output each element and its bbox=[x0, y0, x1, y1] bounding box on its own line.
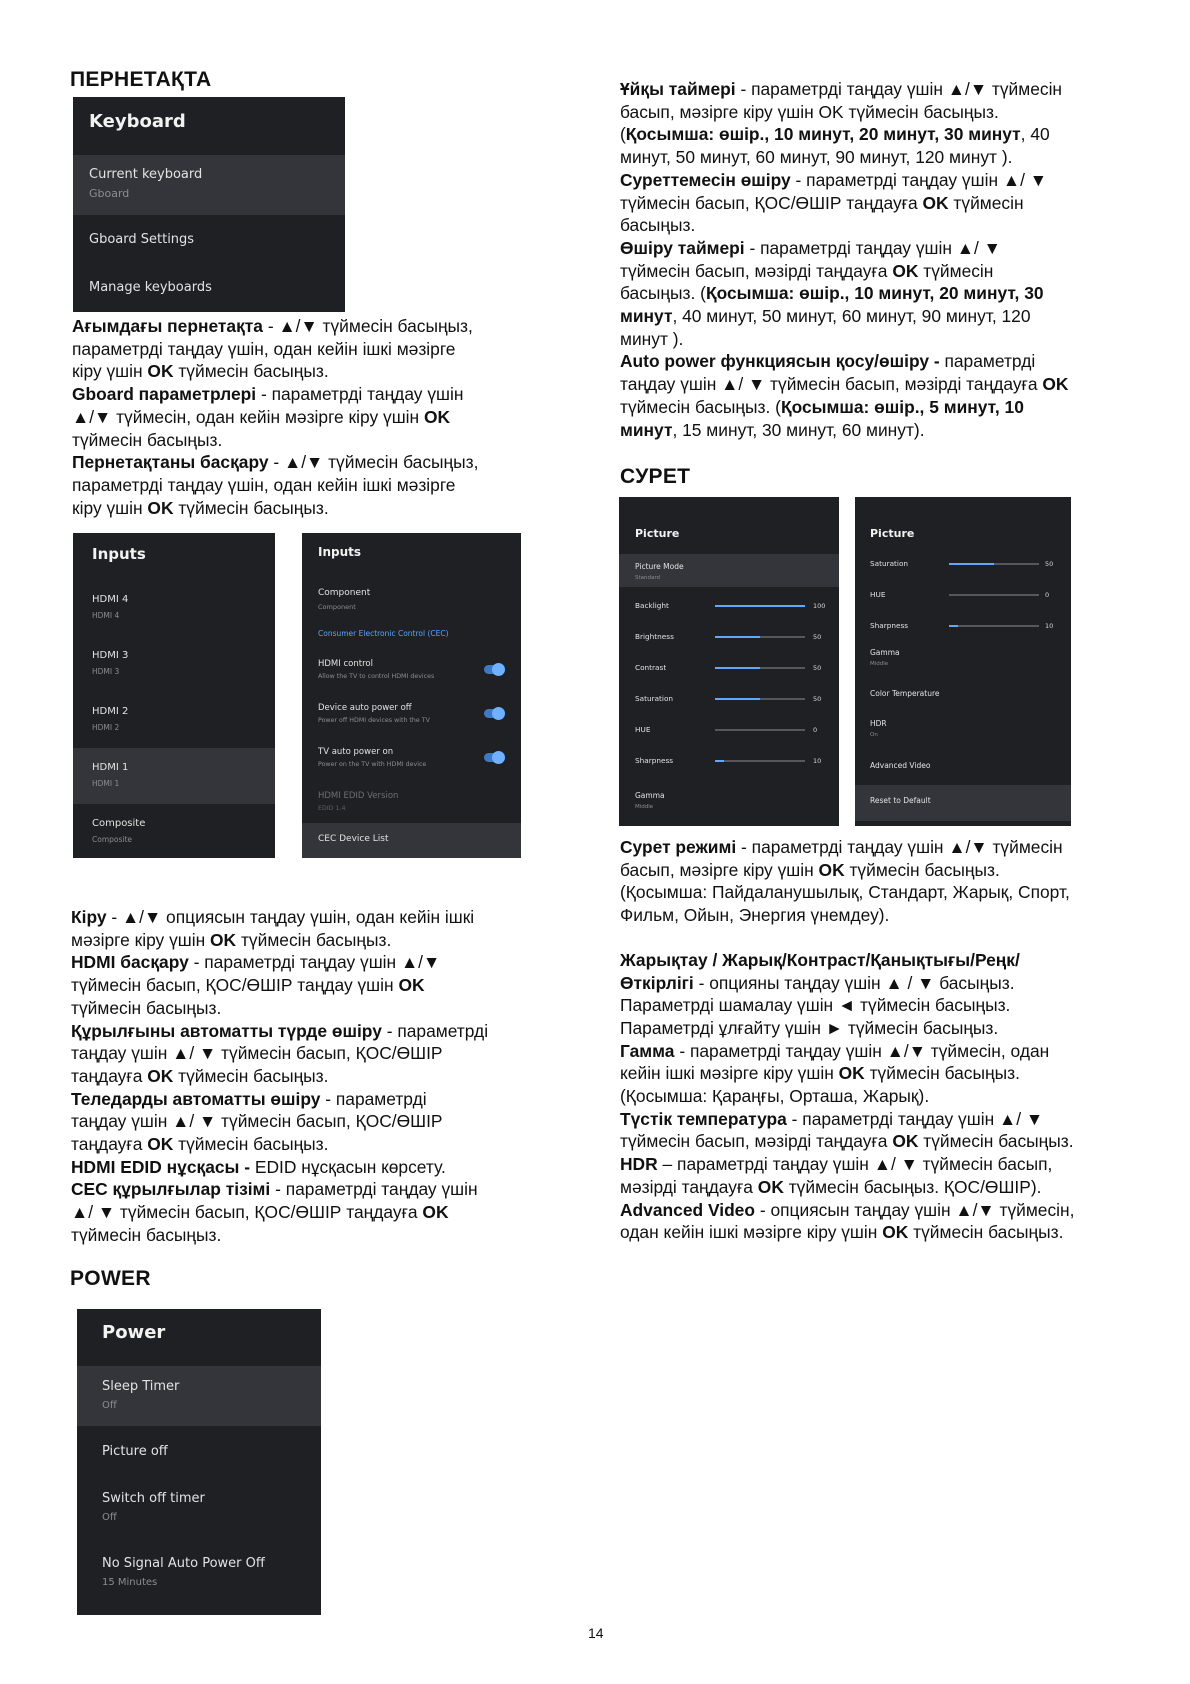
text: - ▲/▼ түймесін басыңыз, bbox=[262, 316, 473, 336]
item-label: HDR bbox=[870, 719, 887, 728]
text: ▲/▼ түймесін, одан кейін мәзірге кіру үшін bbox=[72, 406, 424, 427]
input-item-hdmi4[interactable] bbox=[73, 583, 275, 639]
text: минут ). bbox=[620, 328, 684, 349]
slider-label: Sharpness bbox=[870, 621, 909, 630]
text: мәзірді таңдауға bbox=[620, 1176, 758, 1197]
ok-key: OK bbox=[838, 1063, 865, 1084]
slider-value: 50 bbox=[813, 695, 822, 703]
term: HDR bbox=[620, 1154, 658, 1175]
ok-key: OK bbox=[892, 1131, 919, 1152]
slider-fill bbox=[715, 667, 760, 669]
section-heading-picture: СУРЕТ bbox=[620, 465, 691, 488]
input-label: HDMI 4 bbox=[92, 594, 129, 605]
item-label: HDMI control bbox=[318, 659, 373, 669]
slider-row-sharpness[interactable] bbox=[855, 611, 1071, 642]
term: HDMI басқару bbox=[71, 952, 189, 973]
term: Advanced Video bbox=[620, 1199, 755, 1220]
slider-value: 50 bbox=[813, 633, 822, 641]
picture-menu-panel bbox=[619, 497, 839, 826]
ok-key: OK bbox=[422, 1202, 449, 1223]
ok-key: OK bbox=[423, 406, 451, 427]
item-label: Component bbox=[318, 588, 371, 598]
text: , 40 минут, 50 минут, 60 минут, 90 минут, 120 bbox=[672, 306, 1031, 327]
text: - параметрді таңдау үшін bbox=[256, 384, 464, 405]
keyboard-description bbox=[72, 315, 572, 519]
term-gboard-settings: Gboard параметрлері bbox=[72, 384, 257, 405]
text: , 15 минут, 30 минут, 60 минут). bbox=[672, 419, 925, 440]
text: EDID нұсқасын көрсету. bbox=[250, 1156, 446, 1177]
term: Теледарды автоматты өшіру bbox=[71, 1088, 321, 1109]
text: Параметрді ұлғайту үшін ► түймесін басыңыз. bbox=[620, 1017, 999, 1038]
text: (Қосымша: Қараңғы, Орташа, Жарық). bbox=[620, 1086, 930, 1107]
slider-value: 50 bbox=[1045, 560, 1054, 568]
text: - параметрді таңдау үшін ▲/▼ түймесін, одан bbox=[674, 1040, 1050, 1061]
slider-label: Backlight bbox=[635, 601, 669, 610]
item-sub: Standard bbox=[635, 575, 661, 581]
text: түймесін басыңыз. bbox=[844, 859, 1000, 880]
input-item-composite[interactable] bbox=[73, 804, 275, 858]
text: түймесін басыңыз. bbox=[173, 1065, 329, 1086]
panel-title: Power bbox=[102, 1322, 166, 1343]
slider-fill bbox=[715, 698, 760, 700]
term: Ұйқы таймері bbox=[620, 79, 736, 99]
text: Параметрді шамалау үшін ◄ түймесін басыңыз. bbox=[620, 995, 1011, 1016]
menu-item-current-keyboard[interactable] bbox=[73, 155, 345, 215]
inputs-menu-panel bbox=[73, 533, 275, 858]
item-label: HDMI EDID Version bbox=[318, 791, 399, 801]
item-label: Gamma bbox=[870, 648, 900, 657]
text: таңдауға bbox=[71, 1065, 148, 1086]
text: түймесін bbox=[948, 192, 1024, 213]
panel-title: Picture bbox=[870, 527, 915, 540]
ok-key: OK bbox=[147, 497, 174, 518]
slider-row-hue[interactable] bbox=[855, 580, 1071, 611]
menu-item-picture-off[interactable] bbox=[77, 1431, 321, 1475]
item-label: Device auto power off bbox=[318, 703, 412, 713]
picture-mode-row[interactable] bbox=[619, 554, 839, 587]
term: Auto power функциясын қосу/өшіру - bbox=[620, 351, 940, 372]
text: - параметрді таңдау үшін bbox=[270, 1179, 478, 1200]
slider-row-hue[interactable] bbox=[619, 715, 839, 746]
slider-track[interactable] bbox=[715, 636, 805, 638]
slider-row-brightness[interactable] bbox=[619, 622, 839, 653]
ok-key: OK bbox=[757, 1176, 784, 1197]
item-sub: Component bbox=[318, 603, 356, 611]
slider-track[interactable] bbox=[715, 729, 805, 731]
item-label: Gamma bbox=[635, 791, 665, 800]
hdmi-control-row[interactable] bbox=[302, 655, 521, 693]
text: - параметрді bbox=[381, 1020, 489, 1041]
item-sub: Power off HDMI devices with the TV bbox=[318, 717, 430, 724]
page-number: 14 bbox=[588, 1625, 604, 1641]
panel-title: Inputs bbox=[92, 545, 146, 563]
item-sub: Power on the TV with HDMI device bbox=[318, 761, 427, 768]
ok-key: OK bbox=[818, 859, 845, 880]
input-sub: HDMI 2 bbox=[92, 723, 120, 732]
text: - ▲/▼ түймесін басыңыз, bbox=[268, 452, 479, 473]
device-auto-off-toggle[interactable] bbox=[484, 709, 504, 718]
text: таңдау үшін ▲/ ▼ түймесін басып, ҚОС/ӨШІР bbox=[71, 1111, 443, 1132]
text: түймесін басыңыз. ҚОС/ӨШІР). bbox=[783, 1176, 1042, 1197]
slider-label: Sharpness bbox=[635, 756, 674, 765]
text: түймесін басыңыз. bbox=[71, 997, 222, 1018]
text: түймесін басып, ҚОС/ӨШІР таңдау үшін bbox=[71, 975, 399, 996]
hdr-row[interactable] bbox=[855, 715, 1071, 751]
text: - параметрді bbox=[320, 1088, 427, 1109]
text: ( bbox=[620, 124, 626, 145]
ok-key: OK bbox=[210, 929, 237, 950]
text: - параметрді таңдау үшін ▲/▼ түймесін bbox=[735, 79, 1063, 99]
ok-key: OK bbox=[882, 1222, 909, 1243]
slider-value: 100 bbox=[813, 602, 826, 610]
item-sub: On bbox=[870, 732, 878, 738]
text: түймесін басып, ҚОС/ӨШІР таңдауға bbox=[620, 192, 923, 213]
gamma-row[interactable] bbox=[619, 787, 839, 823]
device-auto-off-row[interactable] bbox=[302, 699, 521, 737]
menu-item-label: Picture off bbox=[102, 1444, 168, 1459]
ok-key: OK bbox=[147, 1065, 174, 1086]
item-label: TV auto power on bbox=[318, 747, 394, 757]
menu-item-label: Sleep Timer bbox=[102, 1379, 180, 1394]
text: - параметрді таңдау үшін ▲/ ▼ bbox=[744, 237, 1001, 258]
menu-item-sleep-timer[interactable] bbox=[77, 1366, 321, 1426]
picture-menu-panel-scrolled bbox=[855, 497, 1071, 826]
text: кейін ішкі мәзірге кіру үшін bbox=[620, 1063, 839, 1084]
term: Өткірлігі bbox=[620, 972, 694, 993]
slider-label: Saturation bbox=[870, 559, 909, 568]
text: параметрді таңдау үшін, одан кейін ішкі мәзірге bbox=[72, 338, 456, 359]
ok-key: OK bbox=[147, 361, 174, 382]
options: Қосымша: өшір., 5 минут, 10 bbox=[780, 396, 1024, 417]
input-sub: HDMI 1 bbox=[92, 779, 120, 788]
options: Қосымша: өшір., 10 минут, 20 минут, 30 bbox=[705, 283, 1044, 304]
ok-key: OK bbox=[892, 260, 919, 281]
slider-fill bbox=[949, 563, 994, 565]
power-menu-panel bbox=[77, 1309, 321, 1615]
section-heading-power: POWER bbox=[70, 1267, 151, 1290]
term-manage-keyboards: Пернетақтаны басқару bbox=[72, 452, 269, 473]
item-sub: Allow the TV to control HDMI devices bbox=[318, 673, 435, 680]
menu-item-manage-keyboards[interactable] bbox=[73, 267, 345, 311]
gamma-row[interactable] bbox=[855, 644, 1071, 678]
ok-key: OK bbox=[398, 975, 425, 996]
text: (Қосымша: Пайдаланушылық, Стандарт, Жарық, Спорт, bbox=[620, 882, 1070, 903]
slider-track[interactable] bbox=[949, 594, 1039, 596]
text: түймесін басыңыз. bbox=[918, 1131, 1074, 1152]
input-label: Composite bbox=[92, 818, 146, 829]
menu-item-gboard-settings[interactable] bbox=[73, 219, 345, 263]
text: басыңыз. ( bbox=[620, 283, 706, 304]
advanced-video-row[interactable] bbox=[855, 752, 1071, 782]
reset-to-default-row[interactable] bbox=[855, 785, 1071, 821]
text: , 40 bbox=[1020, 124, 1050, 145]
item-label: Reset to Default bbox=[870, 796, 931, 805]
text: түймесін басып, мәзірді таңдауға bbox=[620, 260, 893, 281]
ok-key: OK bbox=[1042, 374, 1069, 395]
input-sub: Composite bbox=[92, 835, 133, 844]
slider-fill bbox=[715, 605, 805, 607]
slider-fill bbox=[949, 625, 958, 627]
slider-value: 0 bbox=[813, 726, 818, 734]
item-label: Picture Mode bbox=[635, 562, 684, 571]
text: кіру үшін bbox=[72, 361, 148, 382]
menu-item-value: 15 Minutes bbox=[102, 1577, 158, 1588]
hdmi-control-toggle[interactable] bbox=[484, 665, 504, 674]
panel-title: Keyboard bbox=[89, 111, 186, 132]
text: басыңыз. bbox=[620, 215, 696, 236]
slider-track[interactable] bbox=[715, 605, 805, 607]
text: таңдау үшін ▲/ ▼ түймесін басып, ҚОС/ӨШІР bbox=[71, 1043, 443, 1064]
text: - параметрді таңдау үшін ▲/▼ bbox=[188, 952, 441, 973]
panel-title: Picture bbox=[635, 527, 680, 540]
text: одан кейін ішкі мәзірге кіру үшін bbox=[620, 1222, 883, 1243]
cec-section-header: Consumer Electronic Control (CEC) bbox=[318, 629, 449, 638]
menu-item-label: Current keyboard bbox=[89, 167, 203, 182]
text: - параметрді таңдау үшін ▲/▼ түймесін bbox=[736, 837, 1063, 857]
text: ▲/ ▼ түймесін басып, ҚОС/ӨШІР таңдауға bbox=[71, 1202, 423, 1223]
text: - опциясын таңдау үшін ▲/▼ түймесін, bbox=[754, 1199, 1075, 1220]
slider-track[interactable] bbox=[715, 760, 805, 762]
input-sub: HDMI 3 bbox=[92, 667, 120, 676]
text: - параметрді таңдау үшін ▲/ ▼ bbox=[786, 1108, 1044, 1129]
options: Қосымша: өшір., 10 минут, 20 минут, 30 минут bbox=[625, 124, 1021, 145]
text: басып, мәзірге кіру үшін bbox=[620, 859, 819, 880]
item-label: Color Temperature bbox=[870, 689, 940, 698]
text: кіру үшін bbox=[72, 497, 148, 518]
text: түймесін басыңыз. bbox=[173, 497, 329, 518]
text: түймесін басыңыз. bbox=[72, 429, 223, 450]
text: параметрді таңдау үшін, одан кейін ішкі мәзірге bbox=[72, 474, 456, 495]
slider-fill bbox=[715, 760, 724, 762]
slider-label: Saturation bbox=[635, 694, 674, 703]
panel-title: Inputs bbox=[318, 545, 362, 559]
slider-value: 10 bbox=[813, 757, 822, 765]
cec-device-list-row[interactable] bbox=[302, 823, 521, 858]
term: Жарықтау / Жарық/Контраст/Қанықтығы/Реңк/ bbox=[620, 949, 1020, 970]
section-heading-keyboard: ПЕРНЕТАҚТА bbox=[70, 68, 212, 91]
text: Фильм, Ойын, Энергия үнемдеу). bbox=[620, 905, 890, 926]
text: түймесін басыңыз. bbox=[908, 1222, 1064, 1243]
term: Кіру bbox=[71, 907, 107, 927]
term: Құрылғыны автоматты түрде өшіру bbox=[71, 1020, 382, 1041]
slider-value: 50 bbox=[813, 664, 822, 672]
text: – параметрді таңдау үшін ▲/ ▼ түймесін басып, bbox=[657, 1154, 1053, 1175]
options: минут bbox=[620, 306, 673, 327]
term: HDMI EDID нұсқасы - bbox=[71, 1156, 251, 1177]
text: таңдау үшін ▲/ ▼ түймесін басып, мәзірді таңдауға bbox=[620, 374, 1043, 395]
term: Сурет режимі bbox=[620, 837, 737, 857]
menu-item-value: Off bbox=[102, 1400, 117, 1411]
input-sub: HDMI 4 bbox=[92, 611, 120, 620]
input-item-hdmi3[interactable] bbox=[73, 639, 275, 695]
inputs-description bbox=[71, 906, 571, 1247]
slider-label: HUE bbox=[870, 590, 886, 599]
text: параметрді bbox=[939, 351, 1036, 372]
tv-auto-on-row[interactable] bbox=[302, 743, 521, 781]
item-sub: EDID 1.4 bbox=[318, 805, 346, 812]
term-current-keyboard: Ағымдағы пернетақта bbox=[72, 316, 263, 336]
input-label: HDMI 3 bbox=[92, 650, 129, 661]
slider-fill bbox=[715, 636, 760, 638]
menu-item-label: Gboard Settings bbox=[89, 232, 195, 247]
text: түймесін басыңыз. ( bbox=[620, 396, 781, 417]
text: - параметрді таңдау үшін ▲/ ▼ bbox=[790, 169, 1047, 190]
slider-value: 0 bbox=[1045, 591, 1050, 599]
edid-version-row bbox=[302, 787, 521, 821]
menu-item-value: Gboard bbox=[89, 187, 130, 200]
options: минут bbox=[620, 419, 673, 440]
item-sub: Middle bbox=[635, 804, 654, 810]
item-label: Advanced Video bbox=[870, 761, 931, 770]
input-label: HDMI 1 bbox=[92, 762, 129, 773]
input-label: HDMI 2 bbox=[92, 706, 129, 717]
slider-row-saturation[interactable] bbox=[855, 549, 1071, 580]
text: - опцияны таңдау үшін ▲ / ▼ басыңыз. bbox=[693, 972, 1015, 993]
slider-row-saturation[interactable] bbox=[619, 684, 839, 715]
menu-item-no-signal-auto-off[interactable] bbox=[77, 1549, 321, 1605]
text: түймесін басыңыз. bbox=[173, 1134, 329, 1155]
item-label: CEC Device List bbox=[318, 834, 389, 844]
term: Гамма bbox=[620, 1040, 675, 1061]
text: түймесін басыңыз. bbox=[236, 929, 392, 950]
slider-label: Brightness bbox=[635, 632, 674, 641]
menu-item-label: Switch off timer bbox=[102, 1491, 205, 1506]
slider-value: 10 bbox=[1045, 622, 1054, 630]
color-temperature-row[interactable] bbox=[855, 680, 1071, 710]
text: мәзірге кіру үшін bbox=[71, 929, 211, 950]
text: түймесін bbox=[918, 260, 994, 281]
text: түймесін басыңыз. bbox=[71, 1224, 222, 1245]
term: Түстік температура bbox=[620, 1108, 787, 1129]
input-item-hdmi2[interactable] bbox=[73, 695, 275, 751]
term: Өшіру таймері bbox=[620, 237, 745, 258]
term: CEC құрылғылар тізімі bbox=[71, 1179, 271, 1200]
item-sub: Middle bbox=[870, 661, 889, 667]
text: таңдауға bbox=[71, 1134, 148, 1155]
input-item-hdmi1[interactable] bbox=[73, 748, 275, 804]
slider-track[interactable] bbox=[715, 667, 805, 669]
slider-row-sharpness[interactable] bbox=[619, 746, 839, 777]
picture-description bbox=[620, 836, 1140, 1244]
ok-key: OK bbox=[922, 192, 949, 213]
slider-track[interactable] bbox=[949, 563, 1039, 565]
menu-item-switch-off-timer[interactable] bbox=[77, 1484, 321, 1540]
slider-label: Contrast bbox=[635, 663, 667, 672]
text: - ▲/▼ опциясын таңдау үшін, одан кейін ішкі bbox=[106, 907, 475, 927]
menu-item-label: Manage keyboards bbox=[89, 280, 212, 295]
text: түймесін басыңыз. bbox=[173, 361, 329, 382]
inputs-cec-panel bbox=[302, 533, 521, 858]
menu-item-value: Off bbox=[102, 1512, 117, 1523]
slider-track[interactable] bbox=[715, 698, 805, 700]
ok-key: OK bbox=[147, 1134, 174, 1155]
text: минут, 50 минут, 60 минут, 90 минут, 120 минут ). bbox=[620, 147, 1013, 168]
slider-track[interactable] bbox=[949, 625, 1039, 627]
slider-row-contrast[interactable] bbox=[619, 653, 839, 684]
keyboard-menu-panel bbox=[73, 97, 345, 312]
menu-item-label: No Signal Auto Power Off bbox=[102, 1556, 265, 1571]
slider-row-backlight[interactable] bbox=[619, 591, 839, 622]
text: түймесін басып, мәзірді таңдауға bbox=[620, 1131, 893, 1152]
tv-auto-on-toggle[interactable] bbox=[484, 753, 504, 762]
input-item-component[interactable] bbox=[302, 583, 521, 619]
term: Суреттемесін өшіру bbox=[620, 169, 791, 190]
power-description bbox=[620, 78, 1140, 441]
text: түймесін басыңыз. bbox=[864, 1063, 1020, 1084]
slider-label: HUE bbox=[635, 725, 651, 734]
text: басып, мәзірге кіру үшін OK түймесін басыңыз. bbox=[620, 101, 999, 122]
